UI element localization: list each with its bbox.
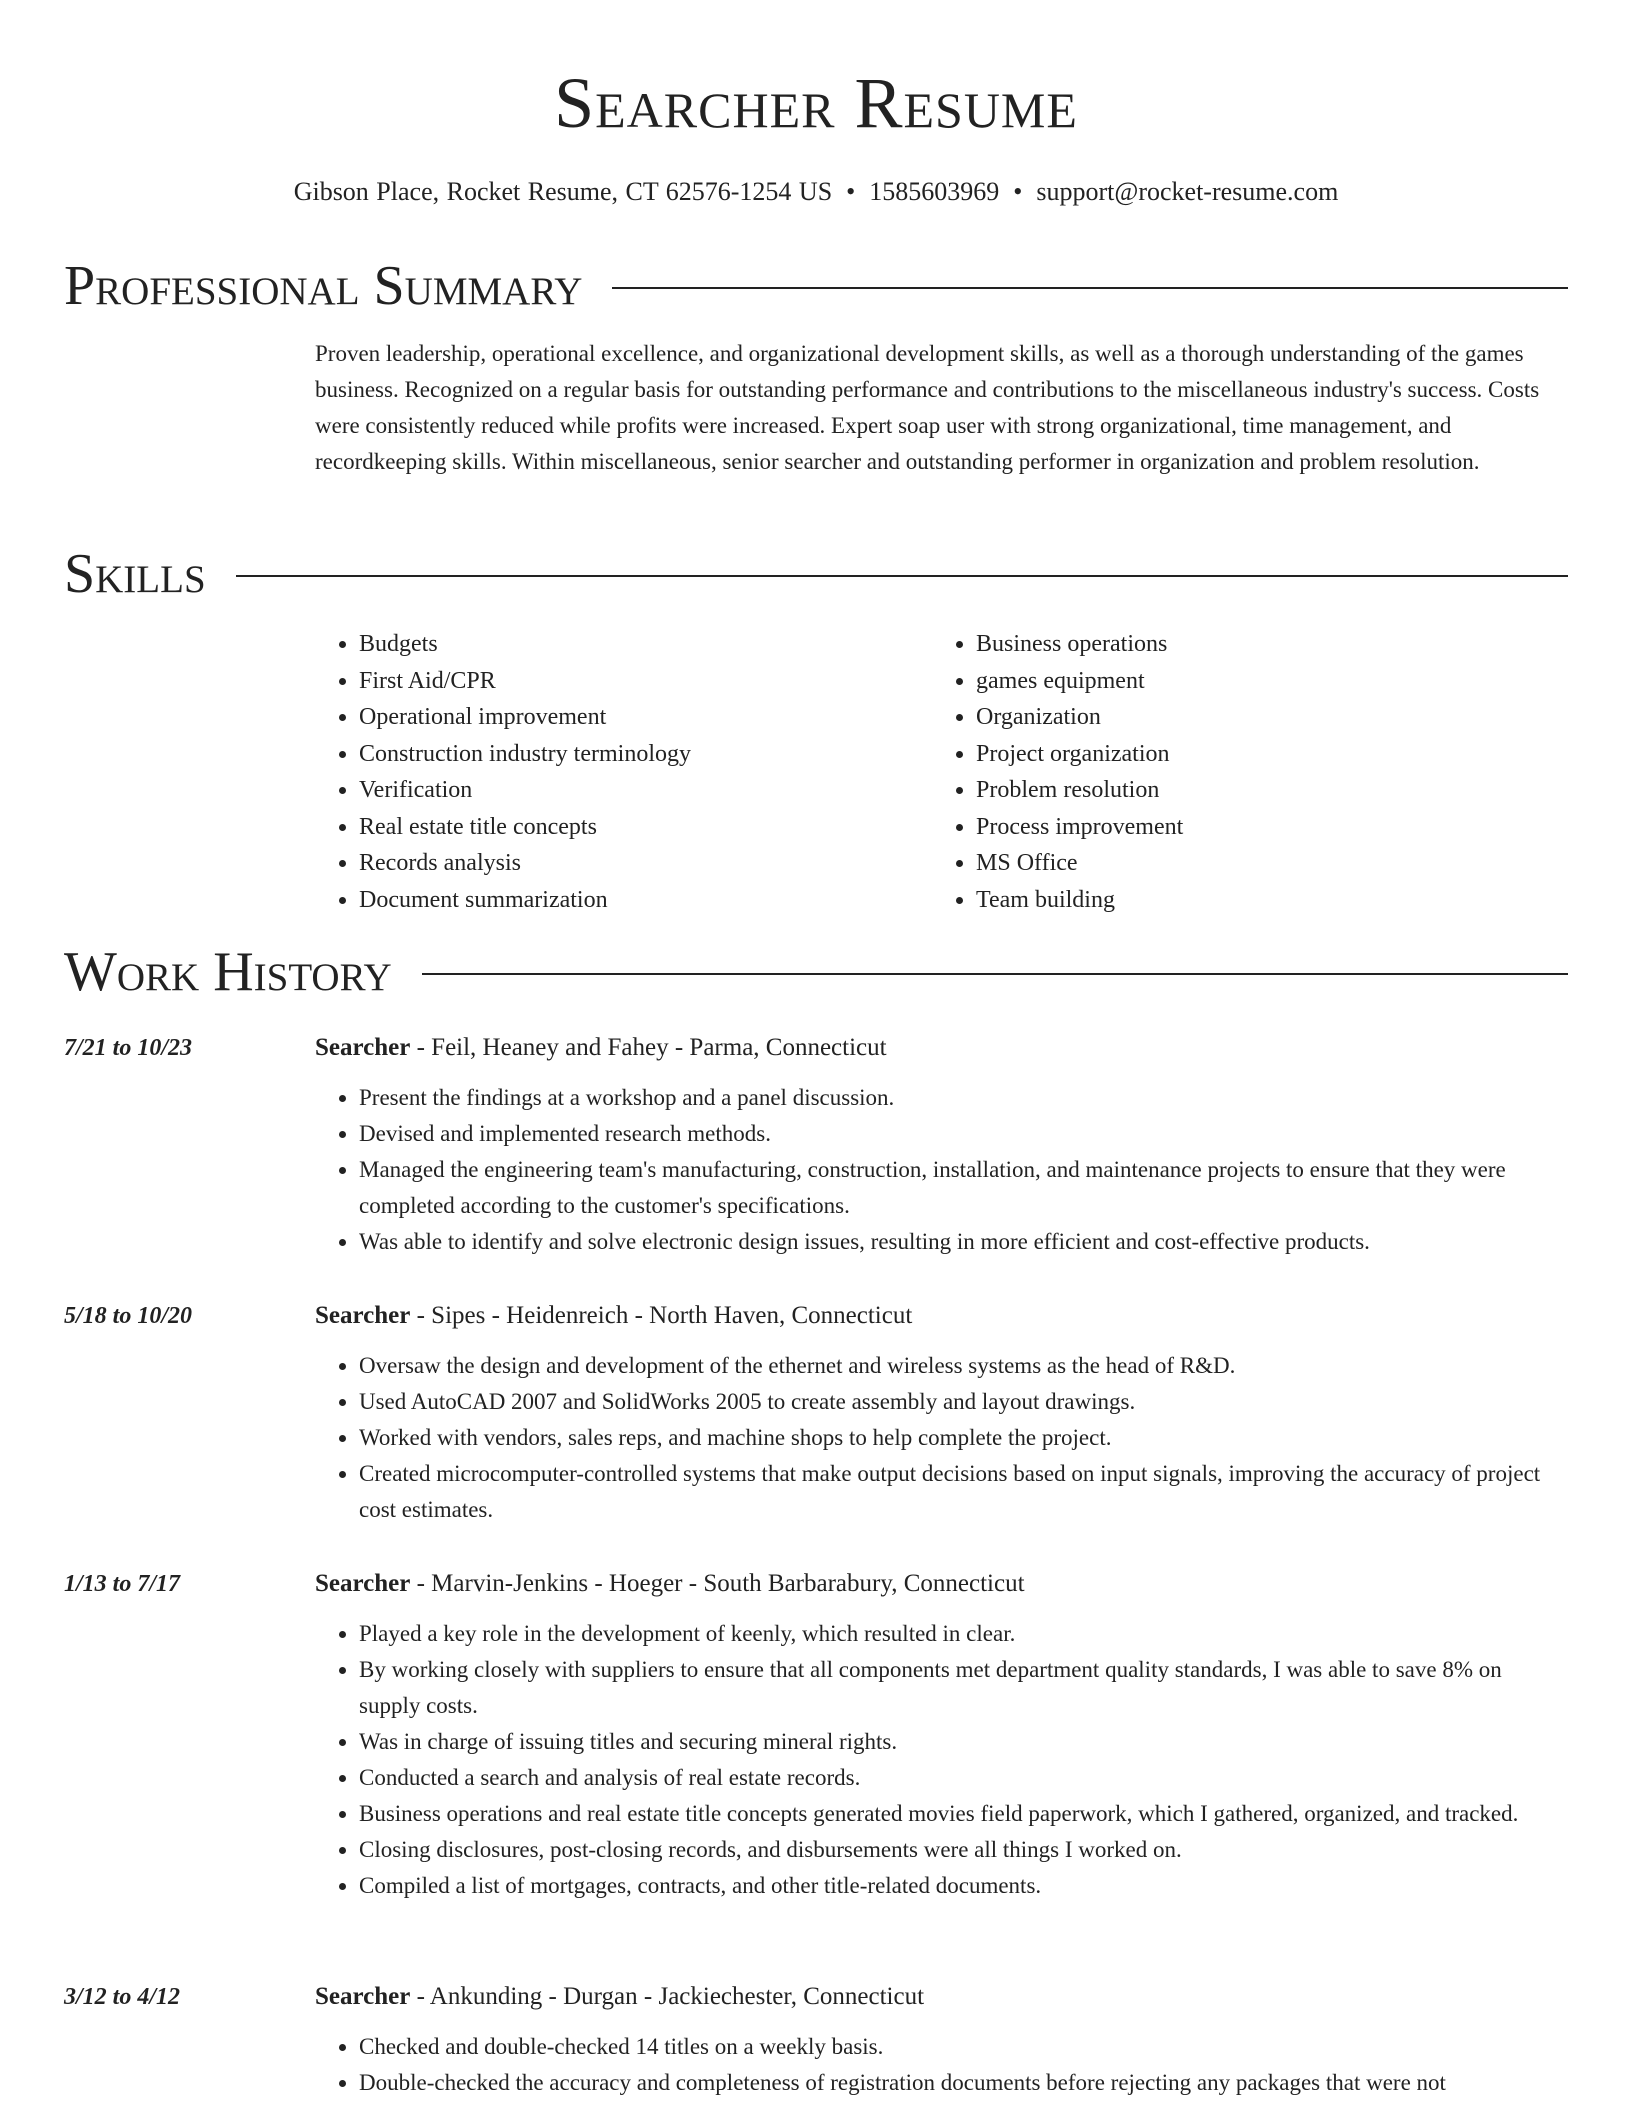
- job-bullet: • Used AutoCAD 2007 and SolidWorks 2005 to create assembly and layout drawings.: [359, 1384, 1568, 1420]
- job-title-line: [315, 1298, 912, 1334]
- skills-section-heading: [64, 542, 1568, 606]
- job-bullet: • Business operations and real estate title concepts generated movies field paperwork, which I gathered, organized, and tracked.: [359, 1796, 1568, 1832]
- job-title: Searcher: [315, 1983, 411, 2010]
- job-bullet: • By working closely with suppliers to ensure that all components met department quality standards, I was able to save 8% on supply costs.: [359, 1652, 1568, 1724]
- skill-item: • Organization: [976, 699, 1549, 736]
- job-bullet: • Closing disclosures, post-closing records, and disbursements were all things I worked on.: [359, 1832, 1568, 1868]
- job-title: Searcher: [315, 1302, 411, 1329]
- skills-heading: Skills: [64, 543, 206, 605]
- contact-address: Gibson Place, Rocket Resume, CT 62576-1254 US: [293, 177, 833, 206]
- job-dates: 5/18 to 10/20: [64, 1303, 193, 1329]
- skill-item: • Process improvement: [976, 809, 1549, 846]
- job-bullet: • Oversaw the design and development of the ethernet and wireless systems as the head of R&D.: [359, 1348, 1568, 1384]
- job-title-line: [315, 1566, 1025, 1602]
- skill-item: • games equipment: [976, 663, 1549, 700]
- contact-phone: 1585603969: [869, 177, 1000, 206]
- job-bullets: [315, 1080, 1568, 1260]
- job-employer: - Marvin-Jenkins - Hoeger - South Barbarabury, Connecticut: [410, 1570, 1025, 1597]
- job-bullets: [315, 2029, 1568, 2101]
- skill-item: • Verification: [359, 772, 932, 809]
- resume-name: Searcher Resume: [554, 63, 1078, 143]
- job-title-line: [315, 1030, 887, 1066]
- job-title: Searcher: [315, 1034, 411, 1061]
- job-title: Searcher: [315, 1570, 411, 1597]
- summary-text: Proven leadership, operational excellence, and organizational development skills, as well as a thorough understanding of the games business. Recognized on a regular basis for outstanding performance and contributions to the miscellaneous industry's success. Costs were consistently reduced while profits were increased. Expert soap user with strong organizational, time management, and recordkeeping skills. Within miscellaneous, senior searcher and outstanding performer in organization and problem resolution.: [315, 341, 1540, 474]
- job-dates: 3/12 to 4/12: [64, 1984, 181, 2010]
- summary-heading: Professional Summary: [64, 255, 583, 317]
- job-employer: - Ankunding - Durgan - Jackiechester, Connecticut: [410, 1983, 925, 2010]
- job-bullets: [315, 1348, 1568, 1528]
- job-dates: 1/13 to 7/17: [64, 1571, 181, 1597]
- skill-item: • Records analysis: [359, 845, 932, 882]
- job-bullet: • Compiled a list of mortgages, contracts, and other title-related documents.: [359, 1868, 1568, 1904]
- summary-section-heading: [64, 254, 1568, 318]
- job-bullet: • Double-checked the accuracy and completeness of registration documents before rejecting any packages that were not: [359, 2065, 1568, 2101]
- skills-list: [315, 626, 1568, 918]
- skills-column-1: [315, 626, 932, 918]
- contact-separator: •: [846, 177, 856, 206]
- skill-item: • Team building: [976, 882, 1549, 919]
- job-bullets: [315, 1616, 1568, 1904]
- job-bullet: • Conducted a search and analysis of real estate records.: [359, 1760, 1568, 1796]
- skill-item: • Construction industry terminology: [359, 736, 932, 773]
- skill-item: • Real estate title concepts: [359, 809, 932, 846]
- skill-item: • First Aid/CPR: [359, 663, 932, 700]
- job-bullet: • Devised and implemented research methods.: [359, 1116, 1568, 1152]
- job-bullet: • Created microcomputer-controlled systems that make output decisions based on input signals, improving the accuracy of project cost estimates.: [359, 1456, 1568, 1528]
- job-bullet: • Present the findings at a workshop and a panel discussion.: [359, 1080, 1568, 1116]
- job-title-line: [315, 1979, 924, 2015]
- job-bullet: • Worked with vendors, sales reps, and machine shops to help complete the project.: [359, 1420, 1568, 1456]
- job-dates: 7/21 to 10/23: [64, 1035, 193, 1061]
- job-bullet: • Played a key role in the development of keenly, which resulted in clear.: [359, 1616, 1568, 1652]
- skill-item: • Operational improvement: [359, 699, 932, 736]
- section-rule: [236, 575, 1568, 577]
- skills-column-2: [932, 626, 1549, 918]
- work-section-heading: [64, 940, 1568, 1004]
- job-employer: - Sipes - Heidenreich - North Haven, Connecticut: [410, 1302, 913, 1329]
- job-bullet: • Checked and double-checked 14 titles on a weekly basis.: [359, 2029, 1568, 2065]
- contact-line: [64, 174, 1568, 210]
- section-rule: [612, 287, 1568, 289]
- work-heading: Work History: [64, 941, 392, 1003]
- skill-item: • Business operations: [976, 626, 1549, 663]
- skill-item: • Project organization: [976, 736, 1549, 773]
- job-bullet: • Managed the engineering team's manufacturing, construction, installation, and maintenance projects to ensure that they were completed according to the customer's specifications.: [359, 1152, 1568, 1224]
- job-bullet: • Was able to identify and solve electronic design issues, resulting in more efficient and cost-effective products.: [359, 1224, 1568, 1260]
- contact-separator: •: [1013, 177, 1023, 206]
- skill-item: • Document summarization: [359, 882, 932, 919]
- job-employer: - Feil, Heaney and Fahey - Parma, Connecticut: [410, 1034, 887, 1061]
- contact-email: support@rocket-resume.com: [1036, 177, 1339, 206]
- job-bullet: • Was in charge of issuing titles and securing mineral rights.: [359, 1724, 1568, 1760]
- skill-item: • MS Office: [976, 845, 1549, 882]
- skill-item: • Budgets: [359, 626, 932, 663]
- section-rule: [422, 973, 1568, 975]
- skill-item: • Problem resolution: [976, 772, 1549, 809]
